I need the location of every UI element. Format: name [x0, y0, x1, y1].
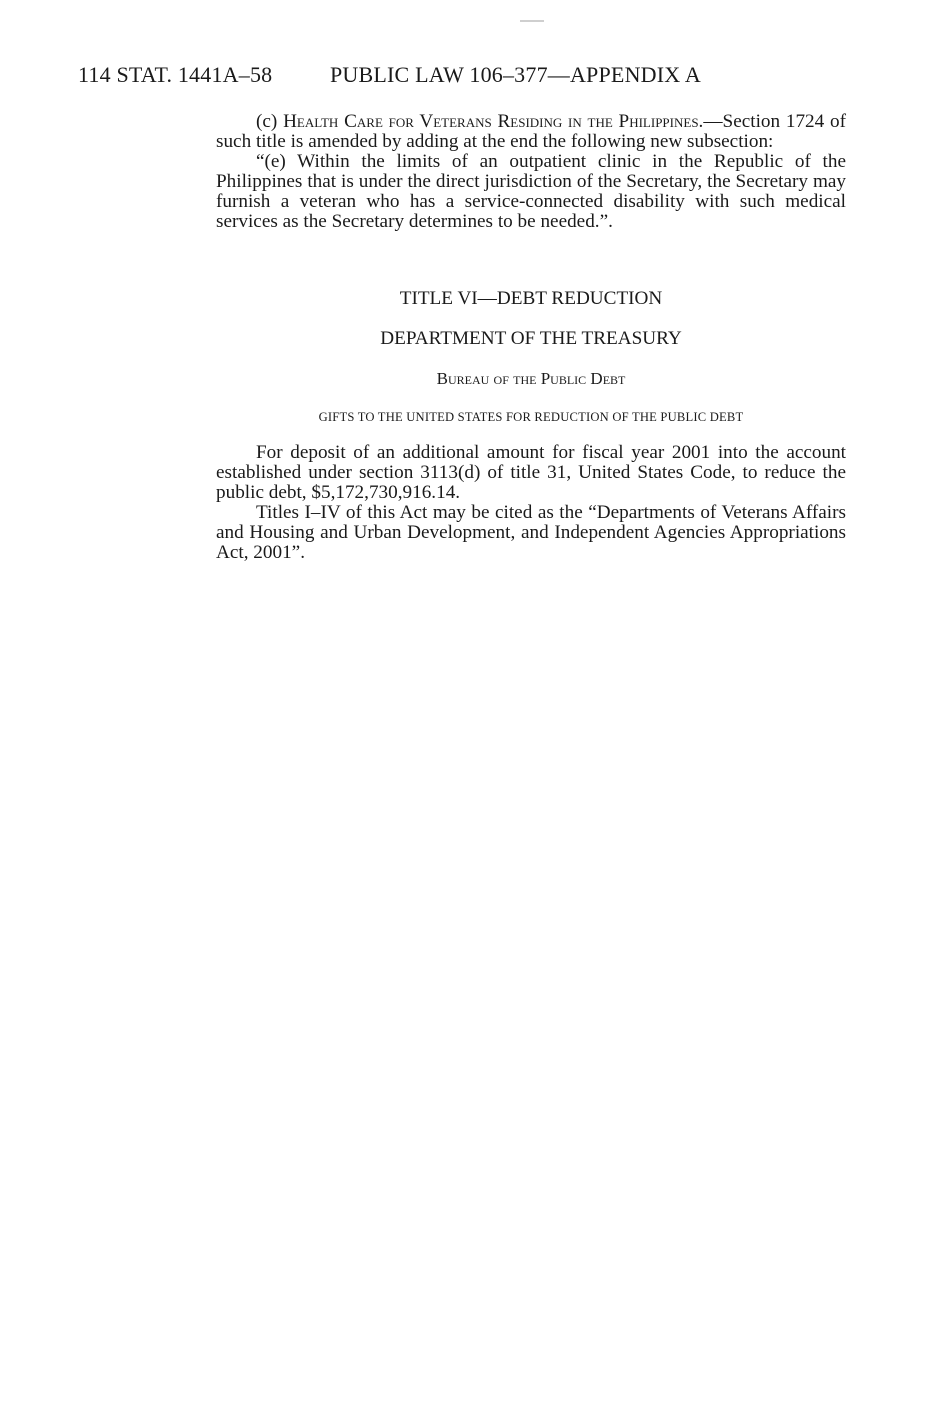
deposit-paragraph: For deposit of an additional amount for fiscal year 2001 into the account established under section 3113(d) of title 31, United States Code, to reduce the public debt, $5,172,730,916.14.: [216, 442, 846, 503]
running-head: [78, 62, 701, 88]
account-heading: GIFTS TO THE UNITED STATES FOR REDUCTION OF THE PUBLIC DEBT: [318, 410, 744, 424]
title-heading: TITLE VI—DEBT REDUCTION: [399, 288, 663, 309]
department-heading: DEPARTMENT OF THE TREASURY: [380, 328, 682, 349]
section-c-label: (c): [256, 111, 278, 132]
quoted-subsection-e: “(e) Within the limits of an outpatient clinic in the Republic of the Philippines that is under the direct jurisdiction of the Secretary, the Secretary may furnish a veteran who has a service-connected disability with such medical services as the Secretary determines to be needed.”.: [216, 151, 846, 232]
section-c: [216, 112, 846, 232]
statute-reference: 114 STAT. 1441A–58: [78, 62, 273, 87]
bureau-heading: Bureau of the Public Debt: [436, 369, 626, 388]
section-c-paragraph: [216, 112, 846, 152]
scan-artifact: [520, 20, 544, 22]
section-c-lead-text: —Section 1724 of such title is amended by adding at the end the following new subsection:: [216, 111, 846, 152]
citation-paragraph: Titles I–IV of this Act may be cited as the “Departments of Veterans Affairs and Housing and Urban Development, and Independent Agencies Appropriations Act, 2001”.: [216, 502, 846, 563]
title-vi-body: [216, 443, 846, 563]
public-law-reference: PUBLIC LAW 106–377—APPENDIX A: [330, 62, 701, 87]
section-c-heading: Health Care for Veterans Residing in the Philippines.: [283, 111, 704, 132]
